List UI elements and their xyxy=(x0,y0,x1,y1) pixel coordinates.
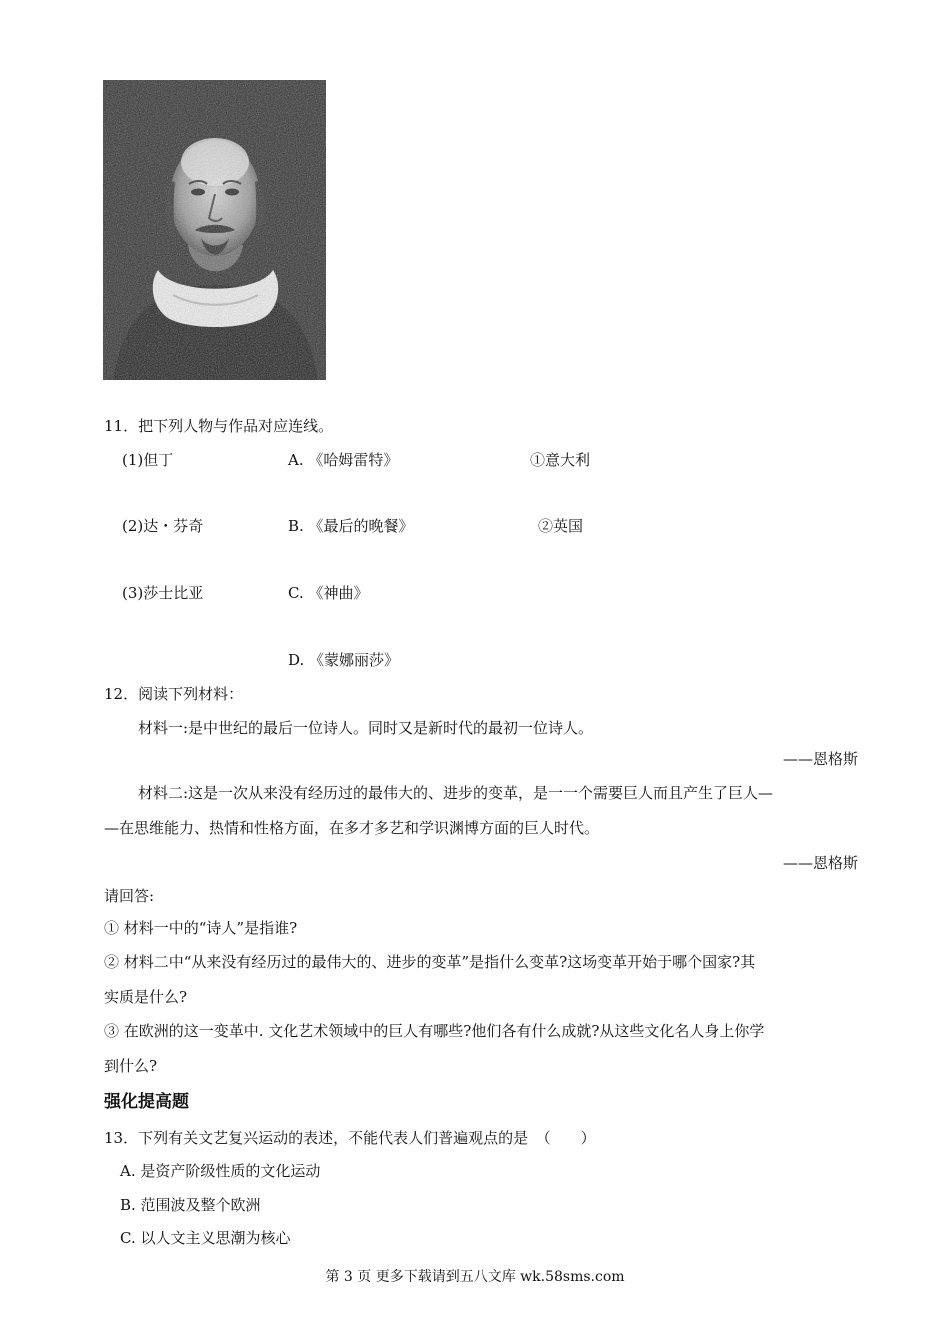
q12-subquestion-3-line-1: ③ 在欧洲的这一变革中. 文化艺术领域中的巨人有哪些?他们各有什么成就?从这些文化名人身上你学 xyxy=(104,1022,765,1040)
page-footer: 第 3 页 更多下载请到五八文库 wk.58sms.com xyxy=(325,1269,625,1285)
q11-stem: 11．把下列人物与作品对应连线。 xyxy=(104,417,334,435)
q11-work-c: C. 《神曲》 xyxy=(288,584,369,602)
q11-work-a: A. 《哈姆雷特》 xyxy=(288,451,399,469)
q13-option-c: C. 以人文主义思潮为核心 xyxy=(120,1229,291,1247)
q11-work-d: D. 《蒙娜丽莎》 xyxy=(288,651,400,669)
q11-country-1: ①意大利 xyxy=(530,451,591,469)
section-title: 强化提高题 xyxy=(104,1092,189,1112)
q11-person-3: (3)莎士比亚 xyxy=(122,584,204,602)
q12-subquestion-1: ① 材料一中的“诗人”是指谁? xyxy=(104,919,298,937)
q12-material-2-line-1: 材料二:这是一次从来没有经历过的最伟大的、进步的变革，是一一个需要巨人而且产生了巨人— xyxy=(138,784,774,802)
q12-source-2: ——恩格斯 xyxy=(782,854,858,872)
q11-person-1: (1)但丁 xyxy=(122,451,174,469)
q13-option-b: B. 范围波及整个欧洲 xyxy=(120,1196,261,1214)
q12-stem: 12．阅读下列材料： xyxy=(104,685,244,703)
q12-material-1: 材料一:是中世纪的最后一位诗人。同时又是新时代的最初一位诗人。 xyxy=(138,719,594,737)
q12-subquestion-2-line-1: ② 材料二中“从来没有经历过的最伟大的、进步的变革”是指什么变革?这场变革开始于哪个国家?其 xyxy=(104,953,756,971)
q12-subquestion-2-line-2: 实质是什么? xyxy=(104,988,188,1006)
q13-option-a: A. 是资产阶级性质的文化运动 xyxy=(120,1162,321,1180)
q13-stem: 13．下列有关文艺复兴运动的表述，不能代表人们普遍观点的是 （ ） xyxy=(104,1129,596,1147)
q11-person-2: (2)达・芬奇 xyxy=(122,517,204,535)
q12-prompt: 请回答: xyxy=(104,887,155,905)
q11-country-2: ②英国 xyxy=(538,517,584,535)
q11-work-b: B. 《最后的晚餐》 xyxy=(288,517,414,535)
q12-material-2-line-2: —在思维能力、热情和性格方面，在多才多艺和学识渊博方面的巨人时代。 xyxy=(104,819,600,837)
q12-source-1: ——恩格斯 xyxy=(782,750,858,768)
portrait-image xyxy=(103,80,326,380)
q12-subquestion-3-line-2: 到什么? xyxy=(104,1057,158,1075)
